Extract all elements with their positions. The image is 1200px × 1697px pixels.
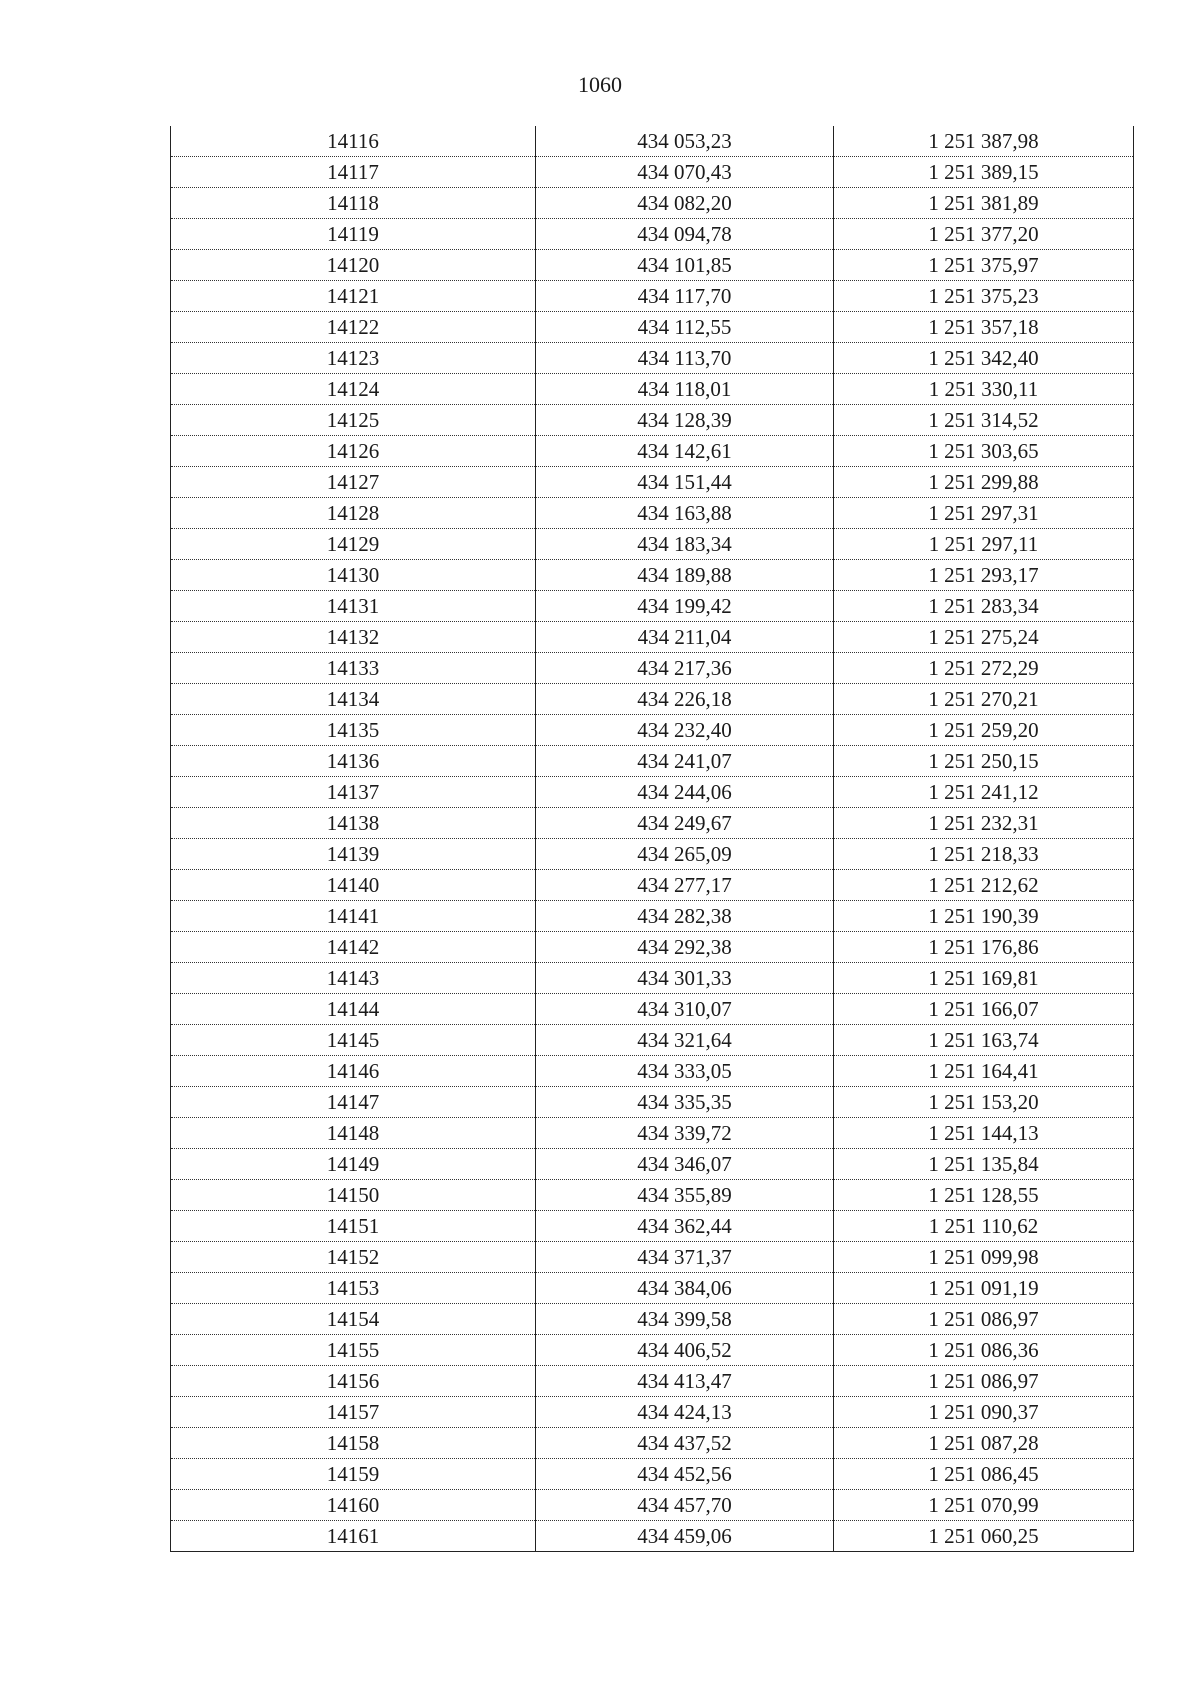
y-coordinate-cell: 1 251 086,45 [834,1459,1134,1490]
x-coordinate-cell: 434 362,44 [536,1211,834,1242]
x-coordinate-cell: 434 424,13 [536,1397,834,1428]
page-number: 1060 [578,72,622,97]
table-row [171,808,1134,839]
point-number-cell: 14142 [171,932,536,963]
table-row [171,746,1134,777]
y-coordinate-cell: 1 251 297,31 [834,498,1134,529]
point-number-cell: 14144 [171,994,536,1025]
y-coordinate-cell: 1 251 375,97 [834,250,1134,281]
point-number-cell: 14134 [171,684,536,715]
x-coordinate-cell: 434 244,06 [536,777,834,808]
y-coordinate-cell: 1 251 190,39 [834,901,1134,932]
x-coordinate-cell: 434 399,58 [536,1304,834,1335]
x-coordinate-cell: 434 459,06 [536,1521,834,1552]
point-number-cell: 14121 [171,281,536,312]
y-coordinate-cell: 1 251 387,98 [834,126,1134,157]
point-number-cell: 14146 [171,1056,536,1087]
table-row [171,1242,1134,1273]
y-coordinate-cell: 1 251 297,11 [834,529,1134,560]
x-coordinate-cell: 434 113,70 [536,343,834,374]
y-coordinate-cell: 1 251 303,65 [834,436,1134,467]
x-coordinate-cell: 434 053,23 [536,126,834,157]
table-row [171,870,1134,901]
table-row [171,1459,1134,1490]
x-coordinate-cell: 434 241,07 [536,746,834,777]
table-row [171,839,1134,870]
table-row [171,653,1134,684]
point-number-cell: 14153 [171,1273,536,1304]
table-row [171,1273,1134,1304]
table-row [171,126,1134,157]
x-coordinate-cell: 434 189,88 [536,560,834,591]
x-coordinate-cell: 434 413,47 [536,1366,834,1397]
point-number-cell: 14132 [171,622,536,653]
x-coordinate-cell: 434 142,61 [536,436,834,467]
table-row [171,436,1134,467]
point-number-cell: 14155 [171,1335,536,1366]
table-row [171,1180,1134,1211]
point-number-cell: 14157 [171,1397,536,1428]
table-row [171,1211,1134,1242]
x-coordinate-cell: 434 118,01 [536,374,834,405]
point-number-cell: 14127 [171,467,536,498]
table-row [171,1521,1134,1552]
point-number-cell: 14149 [171,1149,536,1180]
y-coordinate-cell: 1 251 275,24 [834,622,1134,653]
x-coordinate-cell: 434 406,52 [536,1335,834,1366]
y-coordinate-cell: 1 251 314,52 [834,405,1134,436]
y-coordinate-cell: 1 251 212,62 [834,870,1134,901]
point-number-cell: 14156 [171,1366,536,1397]
point-number-cell: 14137 [171,777,536,808]
point-number-cell: 14159 [171,1459,536,1490]
point-number-cell: 14135 [171,715,536,746]
x-coordinate-cell: 434 070,43 [536,157,834,188]
x-coordinate-cell: 434 128,39 [536,405,834,436]
table-row [171,188,1134,219]
y-coordinate-cell: 1 251 166,07 [834,994,1134,1025]
point-number-cell: 14143 [171,963,536,994]
y-coordinate-cell: 1 251 144,13 [834,1118,1134,1149]
coordinates-table [170,126,1134,1552]
x-coordinate-cell: 434 355,89 [536,1180,834,1211]
table-row [171,932,1134,963]
y-coordinate-cell: 1 251 381,89 [834,188,1134,219]
x-coordinate-cell: 434 163,88 [536,498,834,529]
y-coordinate-cell: 1 251 087,28 [834,1428,1134,1459]
point-number-cell: 14160 [171,1490,536,1521]
table-row [171,467,1134,498]
table-row [171,560,1134,591]
x-coordinate-cell: 434 333,05 [536,1056,834,1087]
x-coordinate-cell: 434 265,09 [536,839,834,870]
table-row [171,1397,1134,1428]
x-coordinate-cell: 434 117,70 [536,281,834,312]
point-number-cell: 14140 [171,870,536,901]
point-number-cell: 14152 [171,1242,536,1273]
point-number-cell: 14138 [171,808,536,839]
point-number-cell: 14161 [171,1521,536,1552]
x-coordinate-cell: 434 232,40 [536,715,834,746]
y-coordinate-cell: 1 251 342,40 [834,343,1134,374]
point-number-cell: 14128 [171,498,536,529]
point-number-cell: 14158 [171,1428,536,1459]
y-coordinate-cell: 1 251 176,86 [834,932,1134,963]
table-row [171,1335,1134,1366]
x-coordinate-cell: 434 249,67 [536,808,834,839]
point-number-cell: 14130 [171,560,536,591]
x-coordinate-cell: 434 310,07 [536,994,834,1025]
y-coordinate-cell: 1 251 330,11 [834,374,1134,405]
table-row [171,250,1134,281]
table-row [171,715,1134,746]
point-number-cell: 14116 [171,126,536,157]
y-coordinate-cell: 1 251 135,84 [834,1149,1134,1180]
point-number-cell: 14122 [171,312,536,343]
point-number-cell: 14150 [171,1180,536,1211]
y-coordinate-cell: 1 251 377,20 [834,219,1134,250]
point-number-cell: 14118 [171,188,536,219]
table-row [171,1118,1134,1149]
table-row [171,994,1134,1025]
table-row [171,901,1134,932]
x-coordinate-cell: 434 211,04 [536,622,834,653]
x-coordinate-cell: 434 371,37 [536,1242,834,1273]
table-row [171,374,1134,405]
y-coordinate-cell: 1 251 163,74 [834,1025,1134,1056]
y-coordinate-cell: 1 251 357,18 [834,312,1134,343]
y-coordinate-cell: 1 251 060,25 [834,1521,1134,1552]
y-coordinate-cell: 1 251 389,15 [834,157,1134,188]
point-number-cell: 14133 [171,653,536,684]
x-coordinate-cell: 434 094,78 [536,219,834,250]
point-number-cell: 14117 [171,157,536,188]
x-coordinate-cell: 434 384,06 [536,1273,834,1304]
y-coordinate-cell: 1 251 293,17 [834,560,1134,591]
x-coordinate-cell: 434 321,64 [536,1025,834,1056]
x-coordinate-cell: 434 277,17 [536,870,834,901]
table-row [171,1087,1134,1118]
x-coordinate-cell: 434 339,72 [536,1118,834,1149]
point-number-cell: 14129 [171,529,536,560]
y-coordinate-cell: 1 251 070,99 [834,1490,1134,1521]
table-row [171,1149,1134,1180]
y-coordinate-cell: 1 251 259,20 [834,715,1134,746]
y-coordinate-cell: 1 251 218,33 [834,839,1134,870]
table-row [171,343,1134,374]
point-number-cell: 14141 [171,901,536,932]
point-number-cell: 14147 [171,1087,536,1118]
x-coordinate-cell: 434 082,20 [536,188,834,219]
x-coordinate-cell: 434 452,56 [536,1459,834,1490]
table-row [171,312,1134,343]
x-coordinate-cell: 434 437,52 [536,1428,834,1459]
y-coordinate-cell: 1 251 232,31 [834,808,1134,839]
table-row [171,1056,1134,1087]
x-coordinate-cell: 434 226,18 [536,684,834,715]
table-row [171,1304,1134,1335]
table-row [171,684,1134,715]
table-row [171,1428,1134,1459]
point-number-cell: 14139 [171,839,536,870]
y-coordinate-cell: 1 251 090,37 [834,1397,1134,1428]
point-number-cell: 14136 [171,746,536,777]
y-coordinate-cell: 1 251 250,15 [834,746,1134,777]
y-coordinate-cell: 1 251 091,19 [834,1273,1134,1304]
x-coordinate-cell: 434 292,38 [536,932,834,963]
x-coordinate-cell: 434 199,42 [536,591,834,622]
x-coordinate-cell: 434 346,07 [536,1149,834,1180]
x-coordinate-cell: 434 282,38 [536,901,834,932]
point-number-cell: 14124 [171,374,536,405]
table-row [171,219,1134,250]
table-row [171,1366,1134,1397]
y-coordinate-cell: 1 251 086,97 [834,1366,1134,1397]
x-coordinate-cell: 434 335,35 [536,1087,834,1118]
point-number-cell: 14120 [171,250,536,281]
table-row [171,529,1134,560]
x-coordinate-cell: 434 151,44 [536,467,834,498]
x-coordinate-cell: 434 301,33 [536,963,834,994]
table-row [171,157,1134,188]
y-coordinate-cell: 1 251 110,62 [834,1211,1134,1242]
y-coordinate-cell: 1 251 086,36 [834,1335,1134,1366]
table-row [171,405,1134,436]
y-coordinate-cell: 1 251 375,23 [834,281,1134,312]
table-row [171,498,1134,529]
y-coordinate-cell: 1 251 128,55 [834,1180,1134,1211]
point-number-cell: 14119 [171,219,536,250]
x-coordinate-cell: 434 112,55 [536,312,834,343]
table-row [171,622,1134,653]
point-number-cell: 14154 [171,1304,536,1335]
y-coordinate-cell: 1 251 270,21 [834,684,1134,715]
y-coordinate-cell: 1 251 153,20 [834,1087,1134,1118]
table-row [171,963,1134,994]
table-row [171,591,1134,622]
y-coordinate-cell: 1 251 169,81 [834,963,1134,994]
x-coordinate-cell: 434 101,85 [536,250,834,281]
x-coordinate-cell: 434 183,34 [536,529,834,560]
point-number-cell: 14148 [171,1118,536,1149]
point-number-cell: 14126 [171,436,536,467]
table-row [171,281,1134,312]
point-number-cell: 14145 [171,1025,536,1056]
x-coordinate-cell: 434 217,36 [536,653,834,684]
y-coordinate-cell: 1 251 164,41 [834,1056,1134,1087]
table-row [171,1025,1134,1056]
table-row [171,1490,1134,1521]
x-coordinate-cell: 434 457,70 [536,1490,834,1521]
y-coordinate-cell: 1 251 299,88 [834,467,1134,498]
y-coordinate-cell: 1 251 272,29 [834,653,1134,684]
y-coordinate-cell: 1 251 241,12 [834,777,1134,808]
point-number-cell: 14151 [171,1211,536,1242]
table-row [171,777,1134,808]
y-coordinate-cell: 1 251 283,34 [834,591,1134,622]
coordinates-table-body [171,126,1134,1552]
point-number-cell: 14125 [171,405,536,436]
y-coordinate-cell: 1 251 099,98 [834,1242,1134,1273]
y-coordinate-cell: 1 251 086,97 [834,1304,1134,1335]
point-number-cell: 14123 [171,343,536,374]
point-number-cell: 14131 [171,591,536,622]
